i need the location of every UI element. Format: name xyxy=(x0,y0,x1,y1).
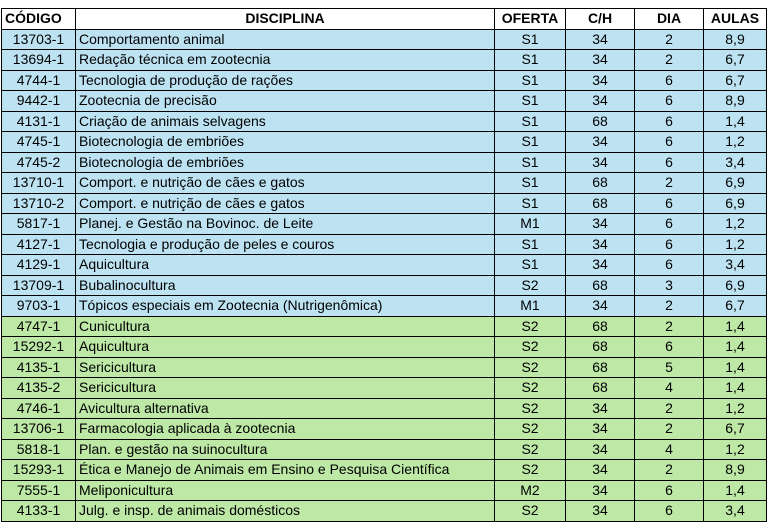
cell-aulas: 6,9 xyxy=(704,193,767,214)
table-header-row xyxy=(2,9,767,30)
cell-dia: 6 xyxy=(635,152,704,173)
cell-ch: 34 xyxy=(566,460,635,481)
cell-oferta: S1 xyxy=(495,70,566,91)
table-row xyxy=(2,255,767,276)
cell-aulas: 6,7 xyxy=(704,419,767,440)
cell-disciplina: Plan. e gestão na suinocultura xyxy=(76,439,495,460)
cell-aulas: 8,9 xyxy=(704,460,767,481)
table-row xyxy=(2,234,767,255)
header-disciplina: DISCIPLINA xyxy=(76,9,495,30)
cell-dia: 4 xyxy=(635,439,704,460)
table-row xyxy=(2,50,767,71)
cell-oferta: S2 xyxy=(495,419,566,440)
cell-dia: 6 xyxy=(635,501,704,522)
table-row xyxy=(2,275,767,296)
table-row xyxy=(2,439,767,460)
cell-aulas: 1,4 xyxy=(704,337,767,358)
cell-oferta: S1 xyxy=(495,111,566,132)
cell-disciplina: Ética e Manejo de Animais em Ensino e Pesquisa Científica xyxy=(76,460,495,481)
cell-dia: 6 xyxy=(635,111,704,132)
cell-ch: 34 xyxy=(566,234,635,255)
table-row xyxy=(2,337,767,358)
cell-ch: 34 xyxy=(566,480,635,501)
cell-disciplina: Bubalinocultura xyxy=(76,275,495,296)
cell-oferta: S1 xyxy=(495,152,566,173)
cell-dia: 2 xyxy=(635,50,704,71)
cell-dia: 2 xyxy=(635,173,704,194)
table-row xyxy=(2,29,767,50)
cell-aulas: 6,7 xyxy=(704,296,767,317)
cell-oferta: S2 xyxy=(495,378,566,399)
cell-disciplina: Sericicultura xyxy=(76,378,495,399)
cell-codigo: 9442-1 xyxy=(2,91,76,112)
cell-aulas: 3,4 xyxy=(704,152,767,173)
cell-dia: 2 xyxy=(635,460,704,481)
table-row xyxy=(2,70,767,91)
table-row xyxy=(2,501,767,522)
cell-codigo: 4744-1 xyxy=(2,70,76,91)
cell-ch: 68 xyxy=(566,378,635,399)
cell-disciplina: Tecnologia e produção de peles e couros xyxy=(76,234,495,255)
cell-aulas: 8,9 xyxy=(704,91,767,112)
cell-codigo: 4745-2 xyxy=(2,152,76,173)
cell-oferta: S1 xyxy=(495,234,566,255)
cell-dia: 6 xyxy=(635,255,704,276)
cell-disciplina: Cunicultura xyxy=(76,316,495,337)
cell-aulas: 6,7 xyxy=(704,70,767,91)
cell-dia: 2 xyxy=(635,316,704,337)
cell-aulas: 1,4 xyxy=(704,357,767,378)
cell-dia: 6 xyxy=(635,91,704,112)
cell-ch: 68 xyxy=(566,316,635,337)
table-row xyxy=(2,480,767,501)
cell-codigo: 13706-1 xyxy=(2,419,76,440)
cell-codigo: 4133-1 xyxy=(2,501,76,522)
header-aulas: AULAS xyxy=(704,9,767,30)
cell-ch: 34 xyxy=(566,439,635,460)
cell-dia: 2 xyxy=(635,398,704,419)
cell-aulas: 1,4 xyxy=(704,378,767,399)
cell-oferta: S2 xyxy=(495,357,566,378)
cell-aulas: 1,2 xyxy=(704,439,767,460)
cell-aulas: 8,9 xyxy=(704,29,767,50)
cell-ch: 68 xyxy=(566,337,635,358)
table-row xyxy=(2,316,767,337)
cell-codigo: 13703-1 xyxy=(2,29,76,50)
cell-aulas: 1,2 xyxy=(704,398,767,419)
cell-aulas: 1,4 xyxy=(704,316,767,337)
cell-dia: 6 xyxy=(635,132,704,153)
table-row xyxy=(2,460,767,481)
table-row xyxy=(2,91,767,112)
cell-codigo: 4129-1 xyxy=(2,255,76,276)
cell-ch: 34 xyxy=(566,70,635,91)
cell-aulas: 3,4 xyxy=(704,501,767,522)
cell-oferta: S2 xyxy=(495,275,566,296)
table-row xyxy=(2,111,767,132)
cell-codigo: 4127-1 xyxy=(2,234,76,255)
cell-disciplina: Aquicultura xyxy=(76,255,495,276)
cell-oferta: S2 xyxy=(495,460,566,481)
cell-ch: 34 xyxy=(566,91,635,112)
cell-ch: 34 xyxy=(566,29,635,50)
cell-codigo: 13694-1 xyxy=(2,50,76,71)
cell-dia: 2 xyxy=(635,29,704,50)
cell-codigo: 4131-1 xyxy=(2,111,76,132)
cell-oferta: M1 xyxy=(495,296,566,317)
cell-disciplina: Planej. e Gestão na Bovinoc. de Leite xyxy=(76,214,495,235)
cell-oferta: S2 xyxy=(495,501,566,522)
cell-disciplina: Tecnologia de produção de rações xyxy=(76,70,495,91)
cell-oferta: S1 xyxy=(495,50,566,71)
table-row xyxy=(2,214,767,235)
table-row xyxy=(2,173,767,194)
cell-codigo: 15293-1 xyxy=(2,460,76,481)
cell-codigo: 4746-1 xyxy=(2,398,76,419)
cell-codigo: 4135-1 xyxy=(2,357,76,378)
cell-aulas: 3,4 xyxy=(704,255,767,276)
cell-codigo: 9703-1 xyxy=(2,296,76,317)
cell-codigo: 4747-1 xyxy=(2,316,76,337)
cell-ch: 68 xyxy=(566,357,635,378)
table-row xyxy=(2,378,767,399)
cell-disciplina: Julg. e insp. de animais domésticos xyxy=(76,501,495,522)
cell-dia: 4 xyxy=(635,378,704,399)
cell-dia: 2 xyxy=(635,419,704,440)
cell-disciplina: Comport. e nutrição de cães e gatos xyxy=(76,193,495,214)
header-codigo: CÓDIGO xyxy=(2,9,76,30)
cell-ch: 34 xyxy=(566,296,635,317)
cell-dia: 6 xyxy=(635,70,704,91)
header-ch: C/H xyxy=(566,9,635,30)
cell-oferta: M1 xyxy=(495,214,566,235)
cell-dia: 2 xyxy=(635,296,704,317)
cell-codigo: 4135-2 xyxy=(2,378,76,399)
cell-codigo: 5817-1 xyxy=(2,214,76,235)
cell-ch: 34 xyxy=(566,214,635,235)
table-row xyxy=(2,152,767,173)
cell-disciplina: Comportamento animal xyxy=(76,29,495,50)
cell-oferta: S1 xyxy=(495,29,566,50)
cell-disciplina: Zootecnia de precisão xyxy=(76,91,495,112)
header-dia: DIA xyxy=(635,9,704,30)
cell-ch: 68 xyxy=(566,111,635,132)
cell-oferta: S1 xyxy=(495,91,566,112)
cell-dia: 6 xyxy=(635,480,704,501)
cell-ch: 34 xyxy=(566,501,635,522)
cell-disciplina: Meliponicultura xyxy=(76,480,495,501)
cell-disciplina: Redação técnica em zootecnia xyxy=(76,50,495,71)
cell-dia: 6 xyxy=(635,234,704,255)
cell-disciplina: Avicultura alternativa xyxy=(76,398,495,419)
table-row xyxy=(2,296,767,317)
cell-oferta: S1 xyxy=(495,193,566,214)
cell-disciplina: Aquicultura xyxy=(76,337,495,358)
header-oferta: OFERTA xyxy=(495,9,566,30)
cell-ch: 34 xyxy=(566,132,635,153)
cell-aulas: 1,4 xyxy=(704,480,767,501)
cell-codigo: 13710-1 xyxy=(2,173,76,194)
cell-aulas: 1,2 xyxy=(704,234,767,255)
cell-ch: 34 xyxy=(566,255,635,276)
cell-ch: 34 xyxy=(566,152,635,173)
cell-codigo: 13710-2 xyxy=(2,193,76,214)
cell-dia: 6 xyxy=(635,337,704,358)
table-row xyxy=(2,193,767,214)
cell-ch: 68 xyxy=(566,275,635,296)
cell-oferta: S2 xyxy=(495,337,566,358)
cell-disciplina: Biotecnologia de embriões xyxy=(76,132,495,153)
cell-oferta: S1 xyxy=(495,173,566,194)
cell-codigo: 13709-1 xyxy=(2,275,76,296)
cell-disciplina: Farmacologia aplicada à zootecnia xyxy=(76,419,495,440)
cell-dia: 5 xyxy=(635,357,704,378)
cell-aulas: 6,9 xyxy=(704,275,767,296)
cell-codigo: 4745-1 xyxy=(2,132,76,153)
table-row xyxy=(2,419,767,440)
cell-dia: 6 xyxy=(635,214,704,235)
cell-codigo: 5818-1 xyxy=(2,439,76,460)
cell-oferta: S1 xyxy=(495,255,566,276)
cell-oferta: S2 xyxy=(495,316,566,337)
cell-codigo: 7555-1 xyxy=(2,480,76,501)
cell-ch: 68 xyxy=(566,193,635,214)
cell-disciplina: Criação de animais selvagens xyxy=(76,111,495,132)
cell-aulas: 1,2 xyxy=(704,132,767,153)
cell-aulas: 1,2 xyxy=(704,214,767,235)
cell-dia: 6 xyxy=(635,193,704,214)
cell-oferta: S2 xyxy=(495,439,566,460)
cell-ch: 34 xyxy=(566,50,635,71)
table-row xyxy=(2,132,767,153)
cell-aulas: 6,9 xyxy=(704,173,767,194)
cell-disciplina: Comport. e nutrição de cães e gatos xyxy=(76,173,495,194)
cell-aulas: 6,7 xyxy=(704,50,767,71)
cell-ch: 34 xyxy=(566,398,635,419)
table-row xyxy=(2,357,767,378)
cell-dia: 3 xyxy=(635,275,704,296)
cell-oferta: S2 xyxy=(495,398,566,419)
cell-disciplina: Sericicultura xyxy=(76,357,495,378)
cell-ch: 34 xyxy=(566,419,635,440)
cell-ch: 68 xyxy=(566,173,635,194)
cell-disciplina: Biotecnologia de embriões xyxy=(76,152,495,173)
cell-codigo: 15292-1 xyxy=(2,337,76,358)
cell-oferta: S1 xyxy=(495,132,566,153)
cell-disciplina: Tópicos especiais em Zootecnia (Nutrigenômica) xyxy=(76,296,495,317)
cell-aulas: 1,4 xyxy=(704,111,767,132)
disciplines-table xyxy=(1,8,767,522)
table-body xyxy=(2,29,767,521)
table-row xyxy=(2,398,767,419)
cell-oferta: M2 xyxy=(495,480,566,501)
